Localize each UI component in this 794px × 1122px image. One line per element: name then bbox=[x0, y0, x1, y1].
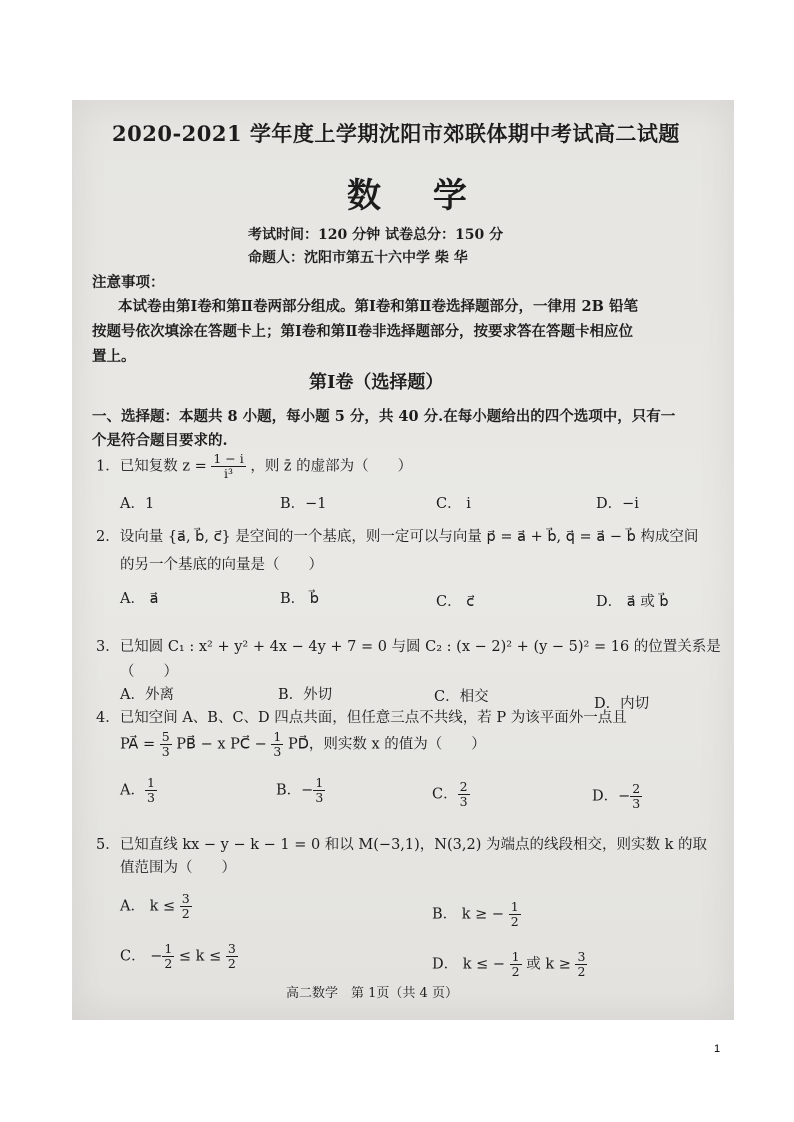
q4-option-b bbox=[276, 776, 325, 805]
notes-heading: 注意事项： bbox=[92, 274, 165, 291]
q2-option-d: D． a⃗ 或 b⃗ bbox=[596, 594, 669, 610]
q5-option-c-mid: ≤ k ≤ bbox=[178, 948, 222, 965]
q4-option-c bbox=[432, 780, 470, 809]
q2-option-b: B． b⃗ bbox=[280, 591, 319, 607]
question-4-line-1: 4．已知空间 A、B、C、D 四点共面，但任意三点不共线，若 P 为该平面外一点且 bbox=[96, 710, 627, 726]
q1-option-d: D．−i bbox=[596, 496, 639, 512]
q5-option-b-denominator: 2 bbox=[510, 914, 519, 929]
question-5-line-1: 5．已知直线 kx − y − k − 1 = 0 和以 M(−3,1)，N(3,2) 为端点的线段相交，则实数 k 的取 bbox=[96, 837, 707, 853]
q4-option-d-sign: − bbox=[618, 788, 631, 805]
q5-option-d-denominator-1: 2 bbox=[511, 964, 520, 979]
q4-fraction-1 bbox=[160, 730, 172, 759]
q5-option-c bbox=[120, 942, 238, 971]
q4-option-a-denominator: 3 bbox=[146, 790, 155, 805]
q4-expr-a: PA⃗ = bbox=[120, 736, 156, 753]
q5-option-d-fraction-1 bbox=[510, 950, 522, 979]
q1-option-c: C． i bbox=[436, 496, 471, 512]
question-2-line-1: 2．设向量 {a⃗, b⃗, c⃗} 是空间的一个基底，则一定可以与向量 p⃗ = a⃗ + b⃗, q⃗ = a⃗ − b⃗ 构成空间 bbox=[96, 529, 699, 545]
q5-option-c-numerator-2: 3 bbox=[227, 941, 236, 956]
q5-option-d-text: D． k ≤ − bbox=[432, 956, 506, 973]
q4-option-b-numerator: 1 bbox=[315, 775, 324, 790]
q4-option-d-label: D． bbox=[592, 788, 619, 805]
q4-option-d bbox=[592, 782, 642, 811]
page-number: 1 bbox=[714, 1043, 721, 1055]
q4-fraction-2 bbox=[271, 730, 283, 759]
q5-option-c-fraction-1 bbox=[162, 942, 174, 971]
q5-option-d-numerator-2: 3 bbox=[577, 949, 586, 964]
exam-title: 2020-2021 学年度上学期沈阳市郊联体期中考试高二试题 bbox=[112, 121, 680, 146]
q1-fraction-numerator: 1 − i bbox=[213, 451, 244, 466]
q4-option-d-denominator: 3 bbox=[632, 796, 641, 811]
question-5-line-2: 值范围为（ ） bbox=[120, 860, 236, 876]
question-1 bbox=[96, 452, 412, 481]
section-title: 第Ⅰ卷（选择题） bbox=[309, 372, 444, 393]
q4-option-d-fraction bbox=[630, 782, 642, 811]
q4-option-c-label: C． bbox=[432, 786, 458, 803]
q2-option-c: C． c⃗ bbox=[436, 594, 475, 610]
q1-option-b: B．−1 bbox=[280, 496, 327, 512]
q4-fraction-2-denominator: 3 bbox=[273, 744, 282, 759]
q4-expr-c: PD⃗，则实数 x 的值为（ ） bbox=[287, 736, 486, 753]
q2-option-a: A． a⃗ bbox=[120, 591, 159, 607]
q4-fraction-2-numerator: 1 bbox=[273, 729, 282, 744]
question-3-line-1: 3．已知圆 C₁ : x² + y² + 4x − 4y + 7 = 0 与圆 C₂ : (x − 2)² + (y − 5)² = 16 的位置关系是 bbox=[96, 639, 721, 655]
q5-option-a-denominator: 2 bbox=[181, 906, 190, 921]
q5-option-a-numerator: 3 bbox=[181, 891, 190, 906]
q4-option-b-label: B． bbox=[276, 782, 302, 799]
q1-fraction bbox=[211, 452, 245, 481]
section-instruction: 个是符合题目要求的. bbox=[92, 432, 228, 449]
q1-stem-post: ，则 z̄ 的虚部为（ ） bbox=[250, 458, 413, 475]
q3-option-d: D．内切 bbox=[594, 696, 650, 712]
q5-option-c-fraction-2 bbox=[226, 942, 238, 971]
q5-option-d-denominator-2: 2 bbox=[577, 964, 586, 979]
question-2-line-2: 的另一个基底的向量是（ ） bbox=[120, 557, 323, 573]
q5-option-a-fraction bbox=[180, 892, 192, 921]
q4-option-a-fraction bbox=[145, 776, 157, 805]
question-4-line-2 bbox=[120, 730, 486, 759]
question-3-line-2: （ ） bbox=[120, 664, 178, 680]
q4-option-b-sign: − bbox=[301, 782, 314, 799]
q4-option-a-label: A． bbox=[120, 782, 145, 799]
q5-option-d-mid: 或 k ≥ bbox=[526, 956, 571, 973]
q5-option-a bbox=[120, 892, 192, 921]
q1-fraction-denominator: i³ bbox=[224, 466, 234, 481]
q5-option-a-text: A． k ≤ bbox=[120, 898, 176, 915]
author-info: 命题人：沈阳市第五十六中学 柴 华 bbox=[248, 250, 468, 266]
section-instruction: 一、选择题：本题共 8 小题，每小题 5 分，共 40 分.在每小题给出的四个选项中，只有一 bbox=[92, 408, 676, 425]
q4-option-b-fraction bbox=[313, 776, 325, 805]
q5-option-b-fraction bbox=[509, 900, 521, 929]
q4-option-c-denominator: 3 bbox=[459, 794, 468, 809]
q5-option-c-numerator-1: 1 bbox=[164, 941, 173, 956]
q4-fraction-1-denominator: 3 bbox=[161, 744, 170, 759]
q4-option-a-numerator: 1 bbox=[146, 775, 155, 790]
q4-option-b-denominator: 3 bbox=[315, 790, 324, 805]
q3-option-a: A．外离 bbox=[120, 687, 174, 703]
q5-option-c-denominator-1: 2 bbox=[164, 956, 173, 971]
q4-expr-b: PB⃗ − x PC⃗ − bbox=[176, 736, 267, 753]
q5-option-d-fraction-2 bbox=[575, 950, 587, 979]
q4-option-a bbox=[120, 776, 157, 805]
q3-option-c: C．相交 bbox=[434, 689, 489, 705]
q4-fraction-1-numerator: 5 bbox=[161, 729, 170, 744]
subject-title: 数 学 bbox=[347, 176, 487, 216]
q5-option-b-numerator: 1 bbox=[510, 899, 519, 914]
q5-option-d bbox=[432, 950, 587, 979]
q5-option-c-denominator-2: 2 bbox=[227, 956, 236, 971]
q4-option-c-fraction bbox=[458, 780, 470, 809]
q4-option-d-numerator: 2 bbox=[632, 781, 641, 796]
page-footer: 高二数学 第 1页（共 4 页） bbox=[286, 986, 458, 1001]
q1-stem-pre: 1．已知复数 z = bbox=[96, 458, 207, 475]
q3-option-b: B．外切 bbox=[278, 687, 333, 703]
notes-line: 置上。 bbox=[92, 348, 136, 365]
exam-info: 考试时间：120 分钟 试卷总分：150 分 bbox=[248, 227, 504, 243]
notes-line: 按题号依次填涂在答题卡上；第Ⅰ卷和第Ⅱ卷非选择题部分，按要求答在答题卡相应位 bbox=[92, 323, 633, 340]
q5-option-b bbox=[432, 900, 521, 929]
q5-option-d-numerator-1: 1 bbox=[511, 949, 520, 964]
notes-line: 本试卷由第Ⅰ卷和第Ⅱ卷两部分组成。第Ⅰ卷和第Ⅱ卷选择题部分，一律用 2B 铅笔 bbox=[118, 298, 638, 315]
exam-page-photo bbox=[72, 100, 734, 1020]
q5-option-c-text: C． − bbox=[120, 948, 163, 965]
q1-option-a: A．1 bbox=[120, 496, 155, 512]
q4-option-c-numerator: 2 bbox=[459, 779, 468, 794]
q5-option-b-text: B． k ≥ − bbox=[432, 906, 505, 923]
